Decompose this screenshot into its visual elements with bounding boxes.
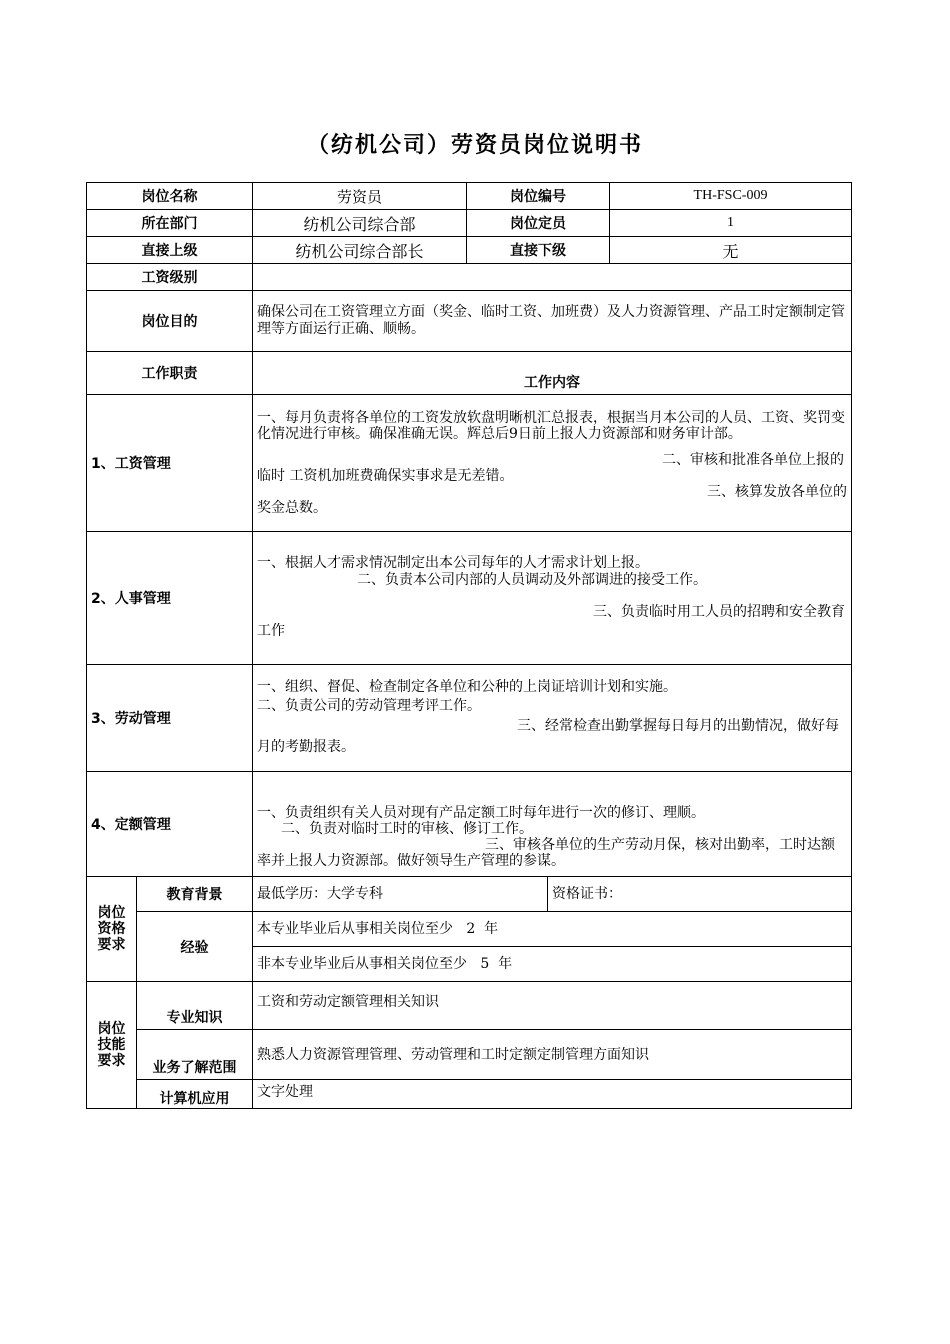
duty-row-personnel: [87, 532, 852, 665]
post-code-label: 岗位编号: [467, 183, 610, 210]
duty-line: 一、每月负责将各单位的工资发放软盘明晰机汇总报表，根据当月本公司的人员、工资、奖罚变化情况进行审核。确保准确无误。辉总后9日前上报人力资源部和财务审计部。: [257, 410, 845, 442]
duty-name: 1、工资管理: [87, 395, 253, 532]
job-description-table: [86, 182, 852, 1109]
subordinate-label: 直接下级: [467, 237, 610, 264]
duty-line: 三、负责临时用工人员的招聘和安全教育工作: [257, 604, 845, 639]
quota-value: 1: [610, 210, 852, 237]
post-name-value: 劳资员: [253, 183, 467, 210]
duty-line: 一、负责组织有关人员对现有产品定额工时每年进行一次的修订、理顺。: [257, 805, 705, 821]
education-label: 教育背景: [137, 877, 253, 912]
skills-group-label: 岗位技能要求: [87, 982, 137, 1109]
duty-line: 三、审核各单位的生产劳动月保，核对出勤率，工时达额率并上报人力资源部。做好领导生产管理的参谋。: [257, 837, 835, 869]
purpose-label: 岗位目的: [87, 291, 253, 352]
row-scope: [87, 1030, 852, 1080]
experience-label: 经验: [137, 912, 253, 982]
row-dept: [87, 210, 852, 237]
row-duties-header: [87, 352, 852, 395]
duty-row-quota: [87, 772, 852, 877]
experience-value-1: 本专业毕业后从事相关岗位至少 2 年: [253, 912, 852, 947]
computer-value: 文字处理: [253, 1080, 852, 1109]
row-education: [87, 877, 852, 912]
qualification-group-label: 岗位资格要求: [87, 877, 137, 982]
duty-content: [253, 772, 852, 877]
knowledge-label: 专业知识: [137, 982, 253, 1030]
wage-value: [253, 264, 852, 291]
duty-row-wage: [87, 395, 852, 532]
post-code-value: TH-FSC-009: [610, 183, 852, 210]
scope-value: 熟悉人力资源管理管理、劳动管理和工时定额定制管理方面知识: [253, 1030, 852, 1080]
superior-label: 直接上级: [87, 237, 253, 264]
duty-line: 一、根据人才需求情况制定出本公司每年的人才需求计划上报。: [257, 555, 649, 571]
quota-label: 岗位定员: [467, 210, 610, 237]
duty-content: [253, 532, 852, 665]
education-value: 最低学历：大学专科: [253, 877, 548, 912]
duty-name: 2、人事管理: [87, 532, 253, 665]
duty-line: 一、组织、督促、检查制定各单位和公种的上岗证培训计划和实施。: [257, 679, 677, 695]
duty-content: [253, 665, 852, 772]
duty-line: 二、负责本公司内部的人员调动及外部调进的接受工作。: [357, 572, 707, 588]
superior-value: 纺机公司综合部长: [253, 237, 467, 264]
row-experience-1: [87, 912, 852, 947]
duty-line: 二、负责对临时工时的审核、修订工作。: [281, 821, 533, 837]
knowledge-value: 工资和劳动定额管理相关知识: [253, 982, 852, 1030]
row-post-name: [87, 183, 852, 210]
certificate-value: 资格证书：: [548, 877, 852, 912]
purpose-text: 确保公司在工资管理立方面（奖金、临时工资、加班费）及人力资源管理、产品工时定额制定管理等方面运行正确、顺畅。: [253, 291, 852, 352]
duties-label: 工作职责: [87, 352, 253, 395]
duty-row-labor: [87, 665, 852, 772]
subordinate-value: 无: [610, 237, 852, 264]
content-label: 工作内容: [253, 352, 852, 395]
duty-name: 4、定额管理: [87, 772, 253, 877]
row-knowledge: [87, 982, 852, 1030]
scope-label: 业务了解范围: [137, 1030, 253, 1080]
dept-value: 纺机公司综合部: [253, 210, 467, 237]
duty-line: 二、审核和批准各单位上报的临时 工资机加班费确保实事求是无差错。: [257, 452, 844, 484]
dept-label: 所在部门: [87, 210, 253, 237]
duty-content: [253, 395, 852, 532]
duty-line: 三、核算发放各单位的奖金总数。: [257, 484, 847, 516]
computer-label: 计算机应用: [137, 1080, 253, 1109]
row-wage: [87, 264, 852, 291]
page-title: （纺机公司）劳资员岗位说明书: [306, 133, 643, 158]
experience-value-2: 非本专业毕业后从事相关岗位至少 5 年: [253, 947, 852, 982]
duty-name: 3、劳动管理: [87, 665, 253, 772]
row-computer: [87, 1080, 852, 1109]
row-purpose: [87, 291, 852, 352]
duty-line: 三、经常检查出勤掌握每日每月的出勤情况，做好每月的考勤报表。: [257, 718, 839, 755]
wage-label: 工资级别: [87, 264, 253, 291]
duty-line: 二、负责公司的劳动管理考评工作。: [257, 698, 481, 714]
row-superior: [87, 237, 852, 264]
post-name-label: 岗位名称: [87, 183, 253, 210]
